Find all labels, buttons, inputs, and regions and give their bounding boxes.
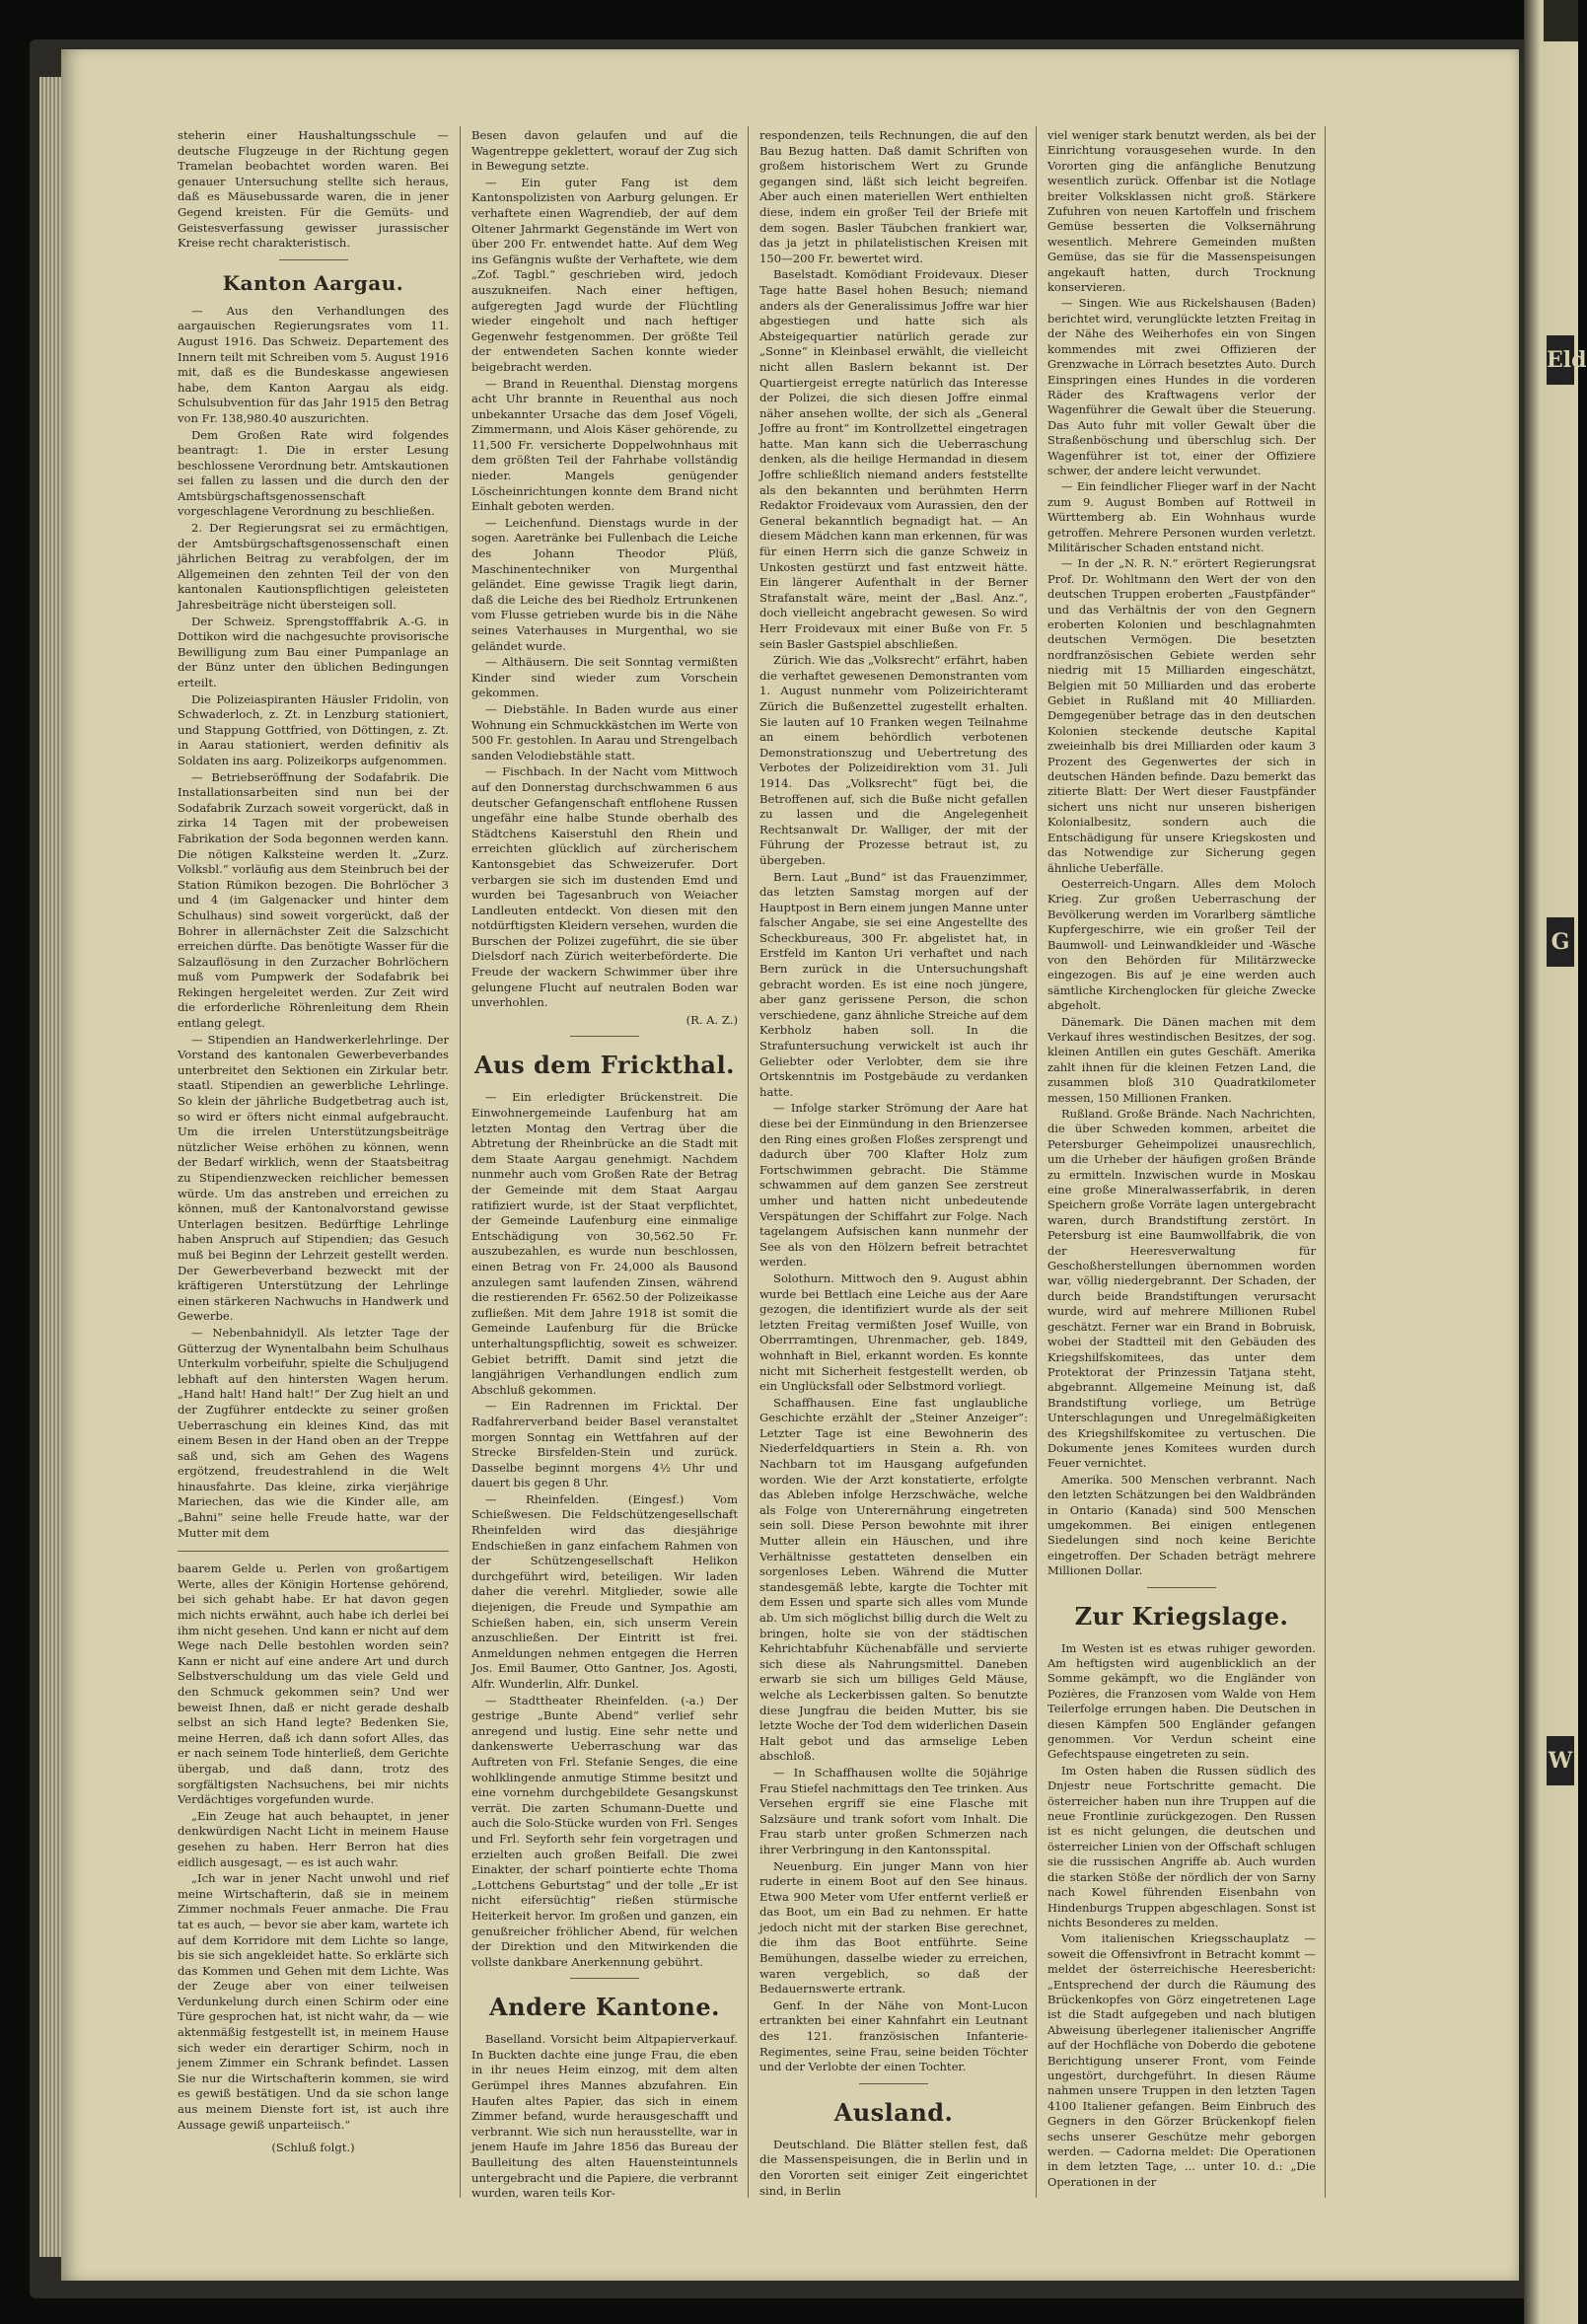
article-paragraph: Dänemark. Die Dänen machen mit dem Verkauf ihres westindischen Besitzes, der sog. kleinen Antillen ein gutes Geschäft. Amerika zahlt ihnen für die kleinen Fetzen Land, die zusammen bloß 310 Quadratkilometer messen, 150 Millionen Franken.	[1047, 1014, 1316, 1105]
article-paragraph: Amerika. 500 Menschen verbrannt. Nach den letzten Schätzungen bei den Waldbränden in Ontario (Kanada) sind 500 Menschen umgekommen. Bei einigen entlegenen Siedelungen sind noch keine Berichte eingetroffen. Der Schaden beträgt mehrere Millionen Dollar.	[1047, 1472, 1316, 1578]
section-heading: Zur Kriegslage.	[1074, 1601, 1289, 1631]
section-heading: Aus dem Frickthal.	[474, 1051, 735, 1080]
next-page-fragment: Eld	[1547, 335, 1574, 385]
article-paragraph: Oesterreich-Ungarn. Alles dem Moloch Krieg. Zur großen Ueberraschung der Bevölkerung werden im Vorarlberg sämtliche Kupfergeschirre, wie ein großer Teil der Baumwoll- und Leinwandkleider und -Wäsche von den Behörden für Militärzwecke eingezogen. Bis auf je eine werden auch sämtliche Kirchenglocken für gleiche Zwecke abgeholt.	[1047, 876, 1316, 1013]
article-paragraph: — Rheinfelden. (Eingesf.) Vom Schießwesen. Die Feldschützengesellschaft Rheinfelden wird das diesjährige Endschießen in ganz einfachem Rahmen von der Schützengesellschaft Helikon durchgeführt wird, beteiligen. Wir laden daher die verehrl. Mitglieder, sowie alle diejenigen, die Freude und Sympathie am Schießen haben, ein, sich unserm Verein anzuschließen. Der Eintritt ist frei. Anmeldungen nehmen entgegen die Herren Jos. Emil Baumer, Otto Gantner, Jos. Agosti, Alfr. Wunderlin, Alfr. Dunkel.	[471, 1491, 738, 1691]
article-paragraph: Genf. In der Nähe von Mont-Lucon ertrankten bei einer Kahnfahrt ein Leutnant des 121. französischen Infanterie-Regimentes, seine Frau, seine beiden Töchter und der Verlobte der einen Tochter.	[759, 1997, 1028, 2074]
article-paragraph: Im Osten haben die Russen südlich des Dnjestr neue Fortschritte gemacht. Die österreicher haben nun ihre Truppen auf die neue Frontlinie zurückgezogen. Den Russen ist es nicht gelungen, die deutschen und österreicher Linien von der Offschaft schlugen sie die russischen Angriffe ab. Auch wurden die starken Stöße der nördlich der von Sarny nach Kowel führenden Eisenbahn von Hindenburgs Truppen abgeschlagen. Sonst ist nichts Besonderes zu melden.	[1047, 1763, 1316, 1929]
separator	[570, 1036, 639, 1037]
article-paragraph: — Singen. Wie aus Rickelshausen (Baden) berichtet wird, verunglückte letzten Freitag in der Nähe des Weiherhofes ein von Singen kommendes mit zwei Offizieren der Grenzwache in Lörrach besetztes Auto. Durch Einspringen eines Hundes in die vorderen Räder des Kraftwagens verlor der Wagenführer die Gewalt über die Steuerung. Das Auto fuhr mit voller Gewalt über die Straßenböschung und überschlug sich. Der Wagenführer ist tot, einer der Offiziere schwer, der andere leicht verwundet.	[1047, 296, 1316, 477]
section-heading: Andere Kantone.	[489, 1993, 720, 2022]
article-paragraph: — Ein guter Fang ist dem Kantonspolizisten von Aarburg gelungen. Er verhaftete einen Wagrendieb, der auf dem Oltener Jahrmarkt Gegenstände im Wert von über 200 Fr. entwendet hatte. Auf dem Weg ins Gefängnis wußte der Verhaftete, wie dem „Zof. Tagbl.“ geschrieben wird, jedoch auszukneifen. Nach einer heftigen, aufgeregten Jagd wurde der Flüchtling wieder eingeholt und nach heftiger Gegenwehr festgenommen. Der größte Teil der entwendeten Sachen konnte wieder beigebracht werden.	[471, 175, 738, 374]
article-paragraph: respondenzen, teils Rechnungen, die auf den Bau Bezug hatten. Daß damit Schriften von großem historischem Wert zu Grunde gegangen sind, läßt sich leicht begreifen. Aber auch einen materiellen Wert enthielten diese, indem ein großer Teil der Briefe mit dem sogen. Basler Täubchen frankiert war, das ja jetzt in philatelistischen Kreisen mit 150—200 Fr. bewertet wird.	[759, 128, 1028, 265]
article-paragraph: Deutschland. Die Blätter stellen fest, daß die Massenspeisungen, die in Berlin und in den Vororten seit einiger Zeit eingerichtet sind, in Berlin	[759, 2137, 1028, 2198]
article-paragraph: — Stadttheater Rheinfelden. (-a.) Der gestrige „Bunte Abend“ verlief sehr anregend und lustig. Eine sehr nette und dankenswerte Ueberraschung war das Auftreten von Frl. Stefanie Senges, die eine wohlklingende anmutige Stimme besitzt und eine vornehm durchgebildete Gesangskunst verrät. Die zarten Schumann-Duette und auch die Solo-Stücke wurden von Frl. Senges und Frl. Seyforth sehr fein vorgetragen und erzielten auch großen Beifall. Die zwei Einakter, der scharf pointierte echte Thoma „Lottchens Geburtstag“ und der tolle „Er ist nicht eifersüchtig“ rießen stürmische Heiterkeit hervor. Im großen und ganzen, ein genußreicher fröhlicher Abend, für welchen der Direktion und den Mitwirkenden die vollste dankbare Anerkennung gebührt.	[471, 1693, 738, 1969]
article-paragraph: viel weniger stark benutzt werden, als bei der Einrichtung vorausgesehen wurde. In den Vororten ging die anfängliche Benutzung wesentlich zurück. Offenbar ist die Notlage breiter Volksklassen nicht groß. Stärkere Zufuhren von neuen Kartoffeln und frischem Gemüse besserten die Volksernährung wesentlich. Mehrere Gemeinden mußten Gemüse, das sie für die Massenspeisungen angekauft hatten, durch Trocknung konservieren.	[1047, 128, 1316, 295]
article-paragraph: Rußland. Große Brände. Nach Nachrichten, die über Schweden kommen, arbeitet die Petersburger Geheimpolizei unausrechlich, um die Urheber der häufigen großen Brände zu ermitteln. Inzwischen wurde in Moskau eine große Mineralwasserfabrik, in deren Speichern große Vorräte lagen untergebracht waren, durch Brandstiftung zerstört. In Petersburg ist eine Baumwollfabrik, die von der Heeresverwaltung für Geschoßherstellungen übernommen worden war, völlig niedergebrannt. Der Schaden, der durch beide Brandstiftungen verursacht wurde, wird auf mehrere Millionen Rubel geschätzt. Ferner war ein Brand in Bobruisk, wobei der Stadtteil mit den Gebäuden des Kriegshilfskomitees, das unter dem Protektorat der Prinzessin Tatjana steht, abgebrannt. Allgemeine Meinung ist, daß Brandstiftung vorliege, um Betrüge Unterschlagungen und Unregelmäßigkeiten des Kriegshilfskomitee zu vertuschen. Die Dokumente jenes Komitees wurden durch Feuer vernichtet.	[1047, 1107, 1316, 1471]
section-heading: Kanton Aargau.	[222, 270, 404, 295]
article-paragraph: 2. Der Regierungsrat sei zu ermächtigen, der Amtsbürgschaftsgenossenschaft einen jährlichen Beitrag zu verabfolgen, der im Allgemeinen den zehnten Teil der von den kantonalen Kautionspflichtigen geleisteten Jahresbeiträge nicht übersteigen soll.	[178, 521, 449, 613]
article-paragraph: Baselstadt. Komödiant Froidevaux. Dieser Tage hatte Basel hohen Besuch; niemand anders als der Generalissimus Joffre war hier abgestiegen und hatte sich als Absteigequartier natürlich gerade zur „Sonne“ in Kleinbasel erwählt, die vielleicht nicht allen Baslern bekannt ist. Der Quartiergeist erregte natürlich das Interesse der Polizei, die sich diesen Joffre einmal näher ansehen wollte, der sich als „General Joffre au front“ im Kontrollzettel eingetragen hatte. Man kann sich die Ueberraschung denken, als die heilige Hermandad in diesem Joffre schließlich niemand anders feststellte als den bekannten und berühmten Herrn Redaktor Froidevaux vom Aurassien, den der General bekanntlich begnadigt hat. — An diesem Mädchen kann man erkennen, für was für einen Herrn sich die ganze Schweiz in Unkosten gestürzt und fast entzweit hätte. Ein längerer Aufenthalt in der Berner Strafanstalt wäre, meint der „Basl. Anz.“, doch vielleicht angebracht gewesen. So wird Herr Froidevaux mit einer Buße von Fr. 5 sein Basler Gastspiel abschließen.	[759, 267, 1028, 651]
article-paragraph: — Fischbach. In der Nacht vom Mittwoch auf den Donnerstag durchschwammen 6 aus deutscher Gefangenschaft entflohene Russen ungefähr eine halbe Stunde oberhalb des Städtchens Kaiserstuhl den Rhein und erreichten glücklich auf zürcherischem Kantonsgebiet das Schweizerufer. Dort verbargen sie sich im dustenden Emd und wurden bei Tagesanbruch von Weiacher Landleuten entdeckt. Von diesen mit den notdürftigsten Kleidern versehen, wurden die Burschen der Polizei zugeführt, die sie über Dielsdorf nach Zürich weiterbeförderte. Die Freude der wackern Schwimmer über ihre gelungene Flucht auf neutralen Boden war unverhohlen.	[471, 764, 738, 1010]
column-1	[178, 128, 449, 2156]
article-paragraph: — Stipendien an Handwerkerlehrlinge. Der Vorstand des kantonalen Gewerbeverbandes unterbreitet den Sektionen ein Zirkular betr. staatl. Stipendien an gewerbliche Lehrlinge. So klein der jährliche Budgetbetrag auch ist, so wird er öfters nicht einmal aufgebraucht. Um die irrelen Unterstützungsbeiträge nützlicher Weise erhöhen zu können, wenn der Bedarf wirklich, wenn der Staatsbeitrag zu Stipendienzwecken reichlicher bemessen würde. Um das anstreben und erreichen zu können, muß der Kantonalvorstand gewisse Unterlagen besitzen. Bedürftige Lehrlinge haben Anspruch auf Stipendien; das Gesuch muß bei Beginn der Lehrzeit gestellt werden. Der Gewerbeverband bezweckt mit der kräftigeren Unterstützung der Lehrlinge einen stärkeren Nachwuchs in Handwerk und Gewerbe.	[178, 1032, 449, 1324]
separator	[1147, 1587, 1216, 1588]
article-paragraph: — Betriebseröffnung der Sodafabrik. Die Installationsarbeiten sind nun bei der Sodafabrik Zurzach soweit vorgerückt, daß in zirka 14 Tagen mit der probeweisen Fabrikation der Soda begonnen werden kann. Die nötigen Kalksteine werden lt. „Zurz. Volksbl.“ vorläufig aus dem Steinbruch bei der Station Rümikon bezogen. Die Bohrlöcher 3 und 4 (im Galgenacker und hinter dem Schulhaus) sind soweit vorgerückt, daß der Bohrer in allernächster Zeit die Salzschicht erreichen dürfte. Das benötigte Wasser für die Salzauflösung in den Zurzacher Bohrlöchern muß vom Pumpwerk der Sodafabrik bei Rekingen hergeleitet werden. Zur Zeit wird die erforderliche Röhrenleitung dem Rhein entlang gelegt.	[178, 769, 449, 1031]
article-paragraph: — In Schaffhausen wollte die 50jährige Frau Stiefel nachmittags den Tee trinken. Aus Versehen ergriff sie eine Flasche mit Salzsäure und trank sofort vom Inhalt. Die Frau starb unter großen Schmerzen nach ihrer Verbringung in den Kantonsspital.	[759, 1765, 1028, 1856]
article-text: steherin einer Haushaltungsschule — deutsche Flugzeuge in der Richtung gegen Tramelan beobachtet worden waren. Bei genauer Untersuchung stellte sich heraus, daß es Mäusebussarde waren, die in jener Gegend kreisten. Für die Gemüts- und Geistesverfassung gewisser jurassischer Kreise recht charakteristisch.	[178, 128, 449, 251]
article-paragraph: Zürich. Wie das „Volksrecht“ erfährt, haben die verhaftet gewesenen Demonstranten vom 1. August nunmehr vom Polizeirichteramt Zürich die Bußenzettel zugestellt erhalten. Sie lauten auf 10 Franken wegen Teilnahme an einem behördlich verbotenen Demonstrationszug und Uebertretung des Verbotes der Polizeidirektion vom 31. Juli 1914. Das „Volksrecht“ fügt bei, die Betroffenen auf, sich die Buße nicht gefallen zu lassen und die Angelegenheit Rechtsanwalt Dr. Walliger, der mit der Führung der Prozesse betraut ist, zu übergeben.	[759, 653, 1028, 867]
article-paragraph: — Ein erledigter Brückenstreit. Die Einwohnergemeinde Laufenburg hat am letzten Montag den Vertrag über die Abtretung der Rheinbrücke an die Stadt mit dem Staate Aargau genehmigt. Nachdem nunmehr auch vom Großen Rate der Betrag der Gemeinde mit dem Staat Aargau ratifiziert wurde, ist der Staat verpflichtet, der Gemeinde Laufenburg eine einmalige Entschädigung von 30,562.50 Fr. auszubezahlen, es wurde nun beschlossen, einen Betrag von Fr. 24,000 als Bausond anzulegen samt laufenden Zinsen, während die restierenden Fr. 6562.50 der Polizeikasse zufließen. Mit dem Jahre 1918 ist somit die Gemeinde Laufenburg für die Brücke unterhaltungspflichtig, soweit es schweizer. Gebiet betrifft. Damit sind jetzt die langjährigen Verhandlungen endlich zum Abschluß gekommen.	[471, 1090, 738, 1397]
article-paragraph: — Brand in Reuenthal. Dienstag morgens acht Uhr brannte in Reuenthal aus noch unbekannter Ursache das dem Josef Vögeli, Zimmermann, und Alois Käser gehörende, zu 11,500 Fr. versicherte Doppelwohnhaus mit dem größten Teil der Fahrhabe vollständig nieder. Mangels genügender Löscheinrichtungen konnte dem Brand nicht Einhalt geboten werden.	[471, 376, 738, 514]
feuilleton-paragraph: „Ein Zeuge hat auch behauptet, in jener denkwürdigen Nacht Licht in meinem Hause gesehen zu haben. Herr Berron hat dies eidlich ausgesagt, — es ist auch wahr.	[178, 1808, 449, 1869]
continued-note: (Schluß folgt.)	[271, 2141, 355, 2155]
article-paragraph: Der Schweiz. Sprengstofffabrik A.-G. in Dottikon wird die nachgesuchte provisorische Bewilligung zum Bau einer Pumpanlage an der Bünz unter den üblichen Bedingungen erteilt.	[178, 614, 449, 690]
scan-corner	[1544, 0, 1578, 41]
next-page-fragment: G	[1547, 917, 1574, 967]
article-paragraph: Die Polizeiaspiranten Häusler Fridolin, von Schwaderloch, z. Zt. in Lenzburg stationiert, und Stappung Gottfried, von Döttingen, z. Zt. in Aarau stationiert, werden definitiv als Soldaten ins aarg. Polizeikorps aufgenommen.	[178, 691, 449, 767]
article-paragraph: — Ein feindlicher Flieger warf in der Nacht zum 9. August Bomben auf Rottweil in Württemberg ab. Ein Wohnhaus wurde getroffen. Mehrere Personen wurden verletzt. Militärischer Schaden entstand nicht.	[1047, 479, 1316, 554]
article-paragraph: Dem Großen Rate wird folgendes beantragt: 1. Die in erster Lesung beschlossene Verordnung betr. Amtskautionen sei fallen zu lassen und die durch den der Amtsbürgschaftsgenossenschaft vorgeschlagene Verordnung zu beschließen.	[178, 427, 449, 519]
column-rule	[748, 126, 749, 2198]
next-page-fragment: W	[1547, 1736, 1574, 1785]
section-heading: Ausland.	[833, 2097, 954, 2127]
feuilleton-paragraph: baarem Gelde u. Perlen von großartigem Werte, alles der Königin Hortense gehörend, bei sich gehabt habe. Er hat davon gegen mich nichts erwähnt, auch habe ich derlei bei ihm nicht gesehen. Und kann er nicht auf dem Wege nach Delle bestohlen worden sein? Kann er nicht auf eine andere Art und durch Selbstverschuldung um das viele Geld und den Schmuck gekommen sein? Und wer beweist Ihnen, daß er nicht gerade deshalb selbst an sich Hand legte? Bedenken Sie, meine Herren, daß ich dann sofort Alles, das er nach seinem Tode hinterließ, dem Gerichte übergab, und daß dann, trotz des sorgfältigsten Nachsuchens, bei mir nichts Verdächtiges vorgefunden wurde.	[178, 1561, 449, 1807]
feuilleton-paragraph: „Ich war in jener Nacht unwohl und rief meine Wirtschafterin, daß sie in meinem Zimmer nochmals Feuer anmache. Die Frau tat es auch, — bevor sie aber kam, wartete ich auf dem Korridore mit dem Lichte so lange, bis sie sich angekleidet hatte. So erklärte sich das Kommen und Gehen mit dem Lichte. Was der Zeuge aber von einer teilweisen Verdunkelung durch einen Schirm oder eine Türe gesprochen hat, ist nicht wahr, da — wie aktenmäßig festgestellt ist, in meinem Hause sich weder ein derartiger Schirm, noch in jenem Zimmer ein Schrank befindet. Lassen Sie nur die Wirtschafterin kommen, sie wird es gewiß bestätigen. Und da sie schon lange aus meinem Dienste fort ist, ist auch ihre Aussage gewiß unparteiisch.“	[178, 1871, 449, 2132]
article-paragraph: Schaffhausen. Eine fast unglaubliche Geschichte erzählt der „Steiner Anzeiger“: Letzter Tage ist eine Bewohnerin des Niederfeldquartiers in Stein a. Rh. von Nachbarn tot im Hausgang aufgefunden worden. Wie der Arzt konstatierte, erfolgte das Ableben infolge Herzschwäche, welche als Folge von Unterernährung eingetreten sein soll. Diese Person bewohnte mit ihrer Mutter allein ein Häuschen, und ihre Verhältnisse gestatteten denselben ein sorgenloses Leben. Während die Mutter standesgemäß lebte, kargte die Tochter mit dem Essen und sparte sich alles vom Munde ab. Um sich möglichst billig durch die Welt zu bringen, holte sie von der städtischen Kehrichtabfuhr Küchenabfälle und servierte sich diese als Nahrungsmittel. Daneben erwarb sie sich um billiges Geld Mäuse, welche als Leckerbissen galten. So benutzte diese Jungfrau die beiden Mutter, bis sie letzte Woche der Tod dem widerlichen Dasein Halt gebot und das armselige Leben abschloß.	[759, 1395, 1028, 1764]
article-paragraph: — Infolge starker Strömung der Aare hat diese bei der Einmündung in den Brienzersee den Ring eines großen Floßes zersprengt und dadurch über 700 Klafter Holz zum Fortschwimmen gebracht. Die Stämme schwammen auf dem ganzen See zerstreut umher und hatten nicht unbedeutende Verspätungen der Schiffahrt zur Folge. Nach tagelangem Aufsischen kann nunmehr der See als von den Hölzern befreit betrachtet werden.	[759, 1101, 1028, 1270]
article-paragraph: — Nebenbahnidyll. Als letzter Tage der Gütterzug der Wynentalbahn beim Schulhaus Unterkulm vorbeifuhr, spielte die Schuljugend lebhaft auf den hintersten Wagen herum. „Hand halt! Hand halt!“ Der Zug hielt an und der Zugführer entdeckte zu seiner großen Ueberraschung ein kleines Kind, das mit einem Besen in der Hand oben an der Treppe saß und, sich am Gehen des Wagens ergötzend, freudestrahlend in die Welt hinausfahrte. Das kleine, zirka vierjährige Mariechen, das wie die Kinder alle, am „Bahni“ seine helle Freude hatte, war der Mutter mit dem	[178, 1325, 449, 1540]
article-paragraph: Im Westen ist es etwas ruhiger geworden. Am heftigsten wird augenblicklich an der Somme gekämpft, wo die Engländer von Pozières, die Franzosen vom Walde von Hem Teilerfolge errungen haben. Die Deutschen in diesen Kämpfen 500 Engländer gefangen genommen. Vor Verdun scheint eine Gefechtspause eingetreten zu sein.	[1047, 1640, 1316, 1762]
separator	[279, 259, 348, 260]
article-paragraph: Neuenburg. Ein junger Mann von hier ruderte in einem Boot auf den See hinaus. Etwa 900 Meter vom Ufer entfernt verließ er das Boot, um ein Bad zu nehmen. Er hatte jedoch nicht mit der starken Bise gerechnet, die ihm das Boot entführte. Seine Bemühungen, dasselbe wieder zu erreichen, waren vergeblich, so daß der Bedauernswerte ertrank.	[759, 1858, 1028, 1997]
column-3	[759, 128, 1028, 2199]
column-4	[1047, 128, 1316, 2190]
column-rule	[1036, 126, 1037, 2198]
separator	[859, 2083, 928, 2084]
article-paragraph: Solothurn. Mittwoch den 9. August abhin wurde bei Bettlach eine Leiche aus der Aare gezogen, die identifiziert wurde als der seit letzten Freitag vermißten Josef Wuille, von Oberrramtingen, Uhrenmacher, geb. 1849, wohnhaft in Biel, erkannt worden. Es konnte nicht mit Sicherheit festgestellt werden, ob ein Unglücksfall oder Selbstmord vorliegt.	[759, 1271, 1028, 1394]
column-2	[471, 128, 738, 2202]
article-paragraph: — Diebstähle. In Baden wurde aus einer Wohnung ein Schmuckkästchen im Werte von 500 Fr. gestohlen. In Aarau und Strengelbach sanden Velodiebstähle statt.	[471, 701, 738, 763]
feuilleton-rule	[178, 1551, 449, 1552]
source-sign: (R. A. Z.)	[685, 1012, 738, 1027]
separator	[570, 1978, 639, 1979]
article-paragraph: — Aus den Verhandlungen des aargauischen Regierungsrates vom 11. August 1916. Das Schweiz. Departement des Innern teilt mit Schreiben vom 5. August 1916 mit, daß es die Bundeskasse angewiesen habe, dem Kanton Aargau als eidg. Schulsubvention für das Jahr 1915 den Betrag von Fr. 138,980.40 auszurichten.	[178, 303, 449, 425]
article-paragraph: — Ein Radrennen im Fricktal. Der Radfahrerverband beider Basel veranstaltet morgen Sonntag ein Wettfahren auf der Strecke Birsfelden-Stein und zurück. Dasselbe beginnt morgens 4½ Uhr und dauert bis gegen 8 Uhr.	[471, 1399, 738, 1490]
article-paragraph: — Althäusern. Die seit Sonntag vermißten Kinder sind wieder zum Vorschein gekommen.	[471, 655, 738, 700]
column-rule	[1325, 126, 1326, 2198]
article-paragraph: Bern. Laut „Bund“ ist das Frauenzimmer, das letzten Samstag morgen auf der Hauptpost in Bern einem jungen Manne unter falscher Angabe, sie sei eine Angestellte des Scheckbureaus, 300 Fr. abgelistet hat, in Erstfeld im Kanton Uri verhaftet und nach Bern zurück in die Untersuchungshaft gebracht worden. Es ist eine noch jüngere, aber ganz gerissene Person, die schon verschiedene, ganz ähnliche Streiche auf dem Kerbholz haben soll. In die Strafuntersuchung verwickelt ist auch ihr Geliebter oder Verlobter, dem sie ihre Ortskenntnis im Postgebäude zu verdanken hatte.	[759, 869, 1029, 1099]
article-paragraph: Besen davon gelaufen und auf die Wagentreppe geklettert, worauf der Zug sich in Bewegung setzte.	[471, 128, 738, 174]
article-paragraph: Baselland. Vorsicht beim Altpapierverkauf. In Buckten dachte eine junge Frau, die eben in ihr neues Heim einzog, mit dem alten Gerümpel ihres Mannes abzufahren. Ein Haufen altes Papier, das sich in einem Zimmer befand, wurde herausgeschafft und verbrannt. Wie sich nun herausstellte, war in jenem Haufe im Jahre 1856 das Bureau der Baulleitung des alten Hauensteintunnels untergebracht und die Papiere, die verbrannt wurden, waren teils Kor-	[471, 2032, 738, 2201]
article-paragraph: Vom italienischen Kriegsschauplatz — soweit die Offensivfront in Betracht kommt — meldet der österreichische Heeresbericht: „Entsprechend der durch die Räumung des Brückenkopfes von Görz eingetretenen Lage ist die Stadt aufgegeben und nach blutigen Abweisung überlegener italienischer Angriffe auf der Hochfläche von Doberdo die gebotene Berichtigung unserer Front, vom Feinde ungestört, durchgeführt. In diesen Räume nahmen unsere Truppen in den letzten Tagen 4100 Italiener gefangen. Beim Einbruch des Gegners in den Görzer Brückenkopf fielen sechs unserer Geschütze mehr geborgen werden. — Cadorna meldet: Die Operationen in dem letzten Tage, ... unter 10. d.: „Die Operationen in der	[1047, 1931, 1316, 2189]
article-paragraph: — Leichenfund. Dienstags wurde in der sogen. Aaretränke bei Fullenbach die Leiche des Johann Theodor Plüß, Maschinentechniker von Murgenthal geländet. Eine gewisse Tragik liegt darin, daß die Leiche des bei Riedholz Ertrunkenen vom Flusse getrieben wurde bis in die Nähe seines Vaterhauses in Murgenthal, wo sie geländet wurde.	[471, 515, 738, 653]
column-rule	[460, 126, 461, 2198]
article-paragraph: — In der „N. R. N.“ erörtert Regierungsrat Prof. Dr. Wohltmann den Wert der von den deutschen Truppen eroberten „Faustpfänder“ und das Verhältnis der von den Gegnern eroberten Kolonien und beschlagnahmten deutschen Vermögen. Die besetzten nordfranzösischen Gebiete werden sehr niedrig mit 15 Milliarden eingeschätzt, Belgien mit 50 Milliarden und das eroberte Gebiet in Rußland mit 40 Milliarden. Demgegenüber betrage das in den deutschen Kolonien steckende deutsche Kapital zweieinhalb bis drei Milliarden oder kaum 3 Prozent des Gegenwertes der sich in deutschen Händen befinde. Dazu bemerkt das zitierte Blatt: Der Wert dieser Faustpfänder sichert uns nicht nur unseren bisherigen Kolonialbesitz, sondern auch die Entschädigung für unsere Kriegskosten und das Notwendige zur Sicherung gegen ähnliche Ueberfälle.	[1047, 556, 1316, 875]
